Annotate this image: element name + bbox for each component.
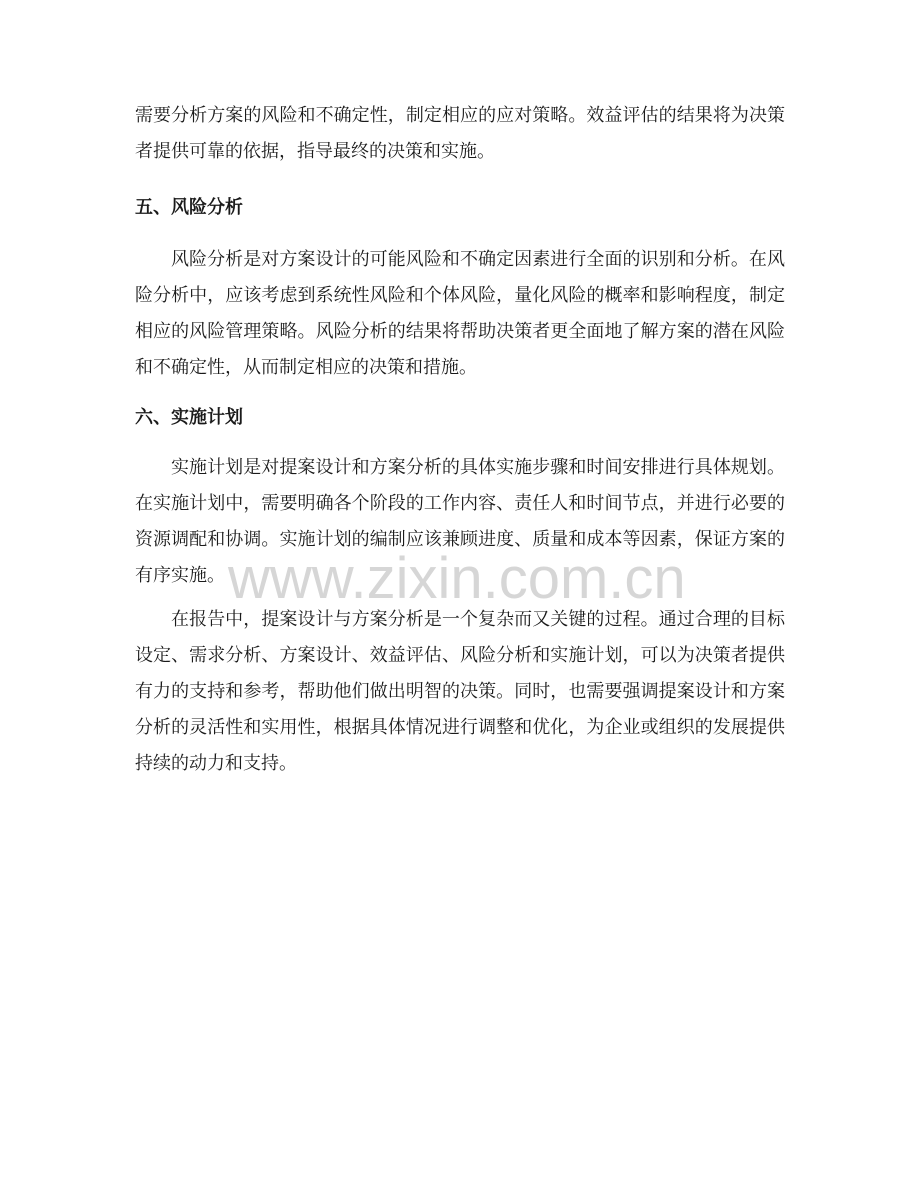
intro-paragraph: 需要分析方案的风险和不确定性，制定相应的应对策略。效益评估的结果将为决策者提供可靠的依据，指导最终的决策和实施。 bbox=[135, 105, 785, 162]
conclusion-paragraph: 在报告中，提案设计与方案分析是一个复杂而又关键的过程。通过合理的目标设定、需求分析、方案设计、效益评估、风险分析和实施计划，可以为决策者提供有力的支持和参考，帮助他们做出明智的决策。同时，也需要强调提案设计和方案分析的灵活性和实用性，根据具体情况进行调整和优化，为企业或组织的发展提供持续的动力和支持。 bbox=[135, 609, 785, 774]
site-watermark: www.zixin.com.cn bbox=[228, 546, 686, 611]
section-heading-risk-analysis: 五、风险分析 bbox=[135, 197, 243, 218]
section-heading-implementation-plan: 六、实施计划 bbox=[135, 407, 243, 428]
document-body bbox=[135, 98, 785, 782]
risk-analysis-paragraph: 风险分析是对方案设计的可能风险和不确定因素进行全面的识别和分析。在风险分析中，应该考虑到系统性风险和个体风险，量化风险的概率和影响程度，制定相应的风险管理策略。风险分析的结果将帮助决策者更全面地了解方案的潜在风险和不确定性，从而制定相应的决策和措施。 bbox=[135, 249, 785, 378]
implementation-plan-paragraph: 实施计划是对提案设计和方案分析的具体实施步骤和时间安排进行具体规划。在实施计划中，需要明确各个阶段的工作内容、责任人和时间节点，并进行必要的资源调配和协调。实施计划的编制应该兼顾进度、质量和成本等因素，保证方案的有序实施。 bbox=[135, 457, 785, 586]
